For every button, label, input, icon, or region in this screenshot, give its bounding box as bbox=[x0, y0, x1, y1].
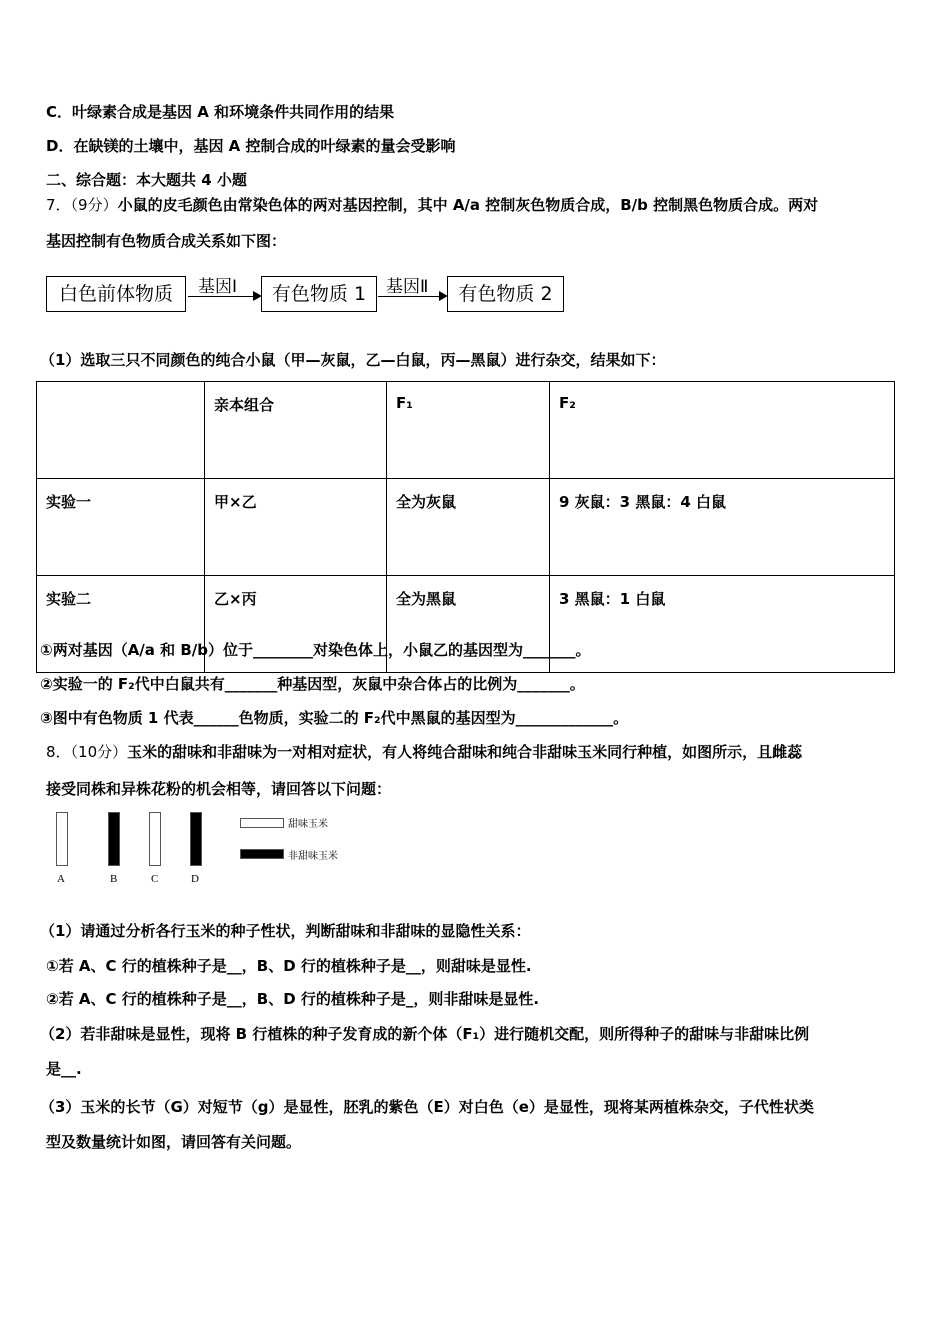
table-cell: 全为黑鼠 bbox=[387, 576, 550, 673]
table-cell: 9 灰鼠：3 黑鼠：4 白鼠 bbox=[550, 479, 895, 576]
table-header-cell bbox=[37, 382, 205, 479]
arrow-icon bbox=[188, 296, 260, 297]
flow-box-colored1: 有色物质 1 bbox=[261, 276, 377, 312]
legend-nonsweet-label: 非甜味玉米 bbox=[288, 851, 338, 862]
legend-nonsweet-swatch bbox=[240, 849, 284, 859]
flow-box-colored2: 有色物质 2 bbox=[447, 276, 564, 312]
row-label: C bbox=[151, 873, 159, 885]
flow-box-white-precursor: 白色前体物质 bbox=[46, 276, 186, 312]
table-cell: 乙×丙 bbox=[205, 576, 387, 673]
row-c-sweet-bar bbox=[149, 812, 161, 866]
section-title: 二、综合题：本大题共 4 小题 bbox=[46, 171, 247, 189]
row-label: D bbox=[191, 873, 199, 885]
q7-question1: ①两对基因（A/a 和 B/b）位于________对染色体上，小鼠乙的基因型为_______。 bbox=[40, 641, 591, 659]
q7-sub1: （1）选取三只不同颜色的纯合小鼠（甲—灰鼠，乙—白鼠，丙—黑鼠）进行杂交，结果如下： bbox=[40, 351, 666, 369]
q8-stem-line2: 接受同株和异株花粉的机会相等，请回答以下问题： bbox=[46, 780, 392, 798]
q8-sub3-line2: 型及数量统计如图，请回答有关问题。 bbox=[46, 1133, 302, 1151]
q7-number: 7．（9分） bbox=[46, 196, 118, 214]
q8-sub1-a: ①若 A、C 行的植株种子是__，B、D 行的植株种子是__，则甜味是显性. bbox=[46, 957, 532, 975]
q8-sub1-b: ②若 A、C 行的植株种子是__，B、D 行的植株种子是_，则非甜味是显性. bbox=[46, 990, 540, 1008]
row-d-nonsweet-bar bbox=[190, 812, 202, 866]
q7-stem-line1 bbox=[46, 195, 818, 215]
table-cell: 实验一 bbox=[37, 479, 205, 576]
q8-sub1: （1）请通过分析各行玉米的种子性状，判断甜味和非甜味的显隐性关系： bbox=[40, 922, 531, 940]
row-b-nonsweet-bar bbox=[108, 812, 120, 866]
legend-sweet-swatch bbox=[240, 818, 284, 828]
table-header-cell: 亲本组合 bbox=[205, 382, 387, 479]
table-cell: 全为灰鼠 bbox=[387, 479, 550, 576]
q8-stem-line1 bbox=[46, 742, 802, 762]
table-cell: 甲×乙 bbox=[205, 479, 387, 576]
q8-stem-text: 玉米的甜味和非甜味为一对相对症状，有人将纯合甜味和纯合非甜味玉米同行种植，如图所示，且雌蕊 bbox=[127, 743, 803, 761]
table-cell: 实验二 bbox=[37, 576, 205, 673]
row-label: B bbox=[110, 873, 118, 885]
row-a-sweet-bar bbox=[56, 812, 68, 866]
table-header-row bbox=[37, 382, 895, 479]
legend-sweet-label: 甜味玉米 bbox=[288, 819, 328, 830]
q8-number: 8．（10分） bbox=[46, 743, 128, 761]
q7-stem-line2: 基因控制有色物质合成关系如下图： bbox=[46, 232, 287, 250]
table-cell: 3 黑鼠：1 白鼠 bbox=[550, 576, 895, 673]
row-label: A bbox=[57, 873, 65, 885]
option-c: C．叶绿素合成是基因 A 和环境条件共同作用的结果 bbox=[46, 103, 395, 121]
flow-arrow1-label: 基因Ⅰ bbox=[198, 277, 238, 297]
q7-results-table bbox=[36, 381, 895, 673]
table-header-cell: F₁ bbox=[387, 382, 550, 479]
q7-question3: ③图中有色物质 1 代表______色物质，实验二的 F₂代中黑鼠的基因型为_____________。 bbox=[40, 709, 629, 727]
q7-stem-text: 小鼠的皮毛颜色由常染色体的两对基因控制，其中 A/a 控制灰色物质合成，B/b 控制黑色物质合成。两对 bbox=[117, 196, 819, 214]
q7-question2: ②实验一的 F₂代中白鼠共有_______种基因型，灰鼠中杂合体占的比例为_______。 bbox=[40, 675, 585, 693]
table-row bbox=[37, 479, 895, 576]
flow-arrow2-label: 基因Ⅱ bbox=[386, 277, 429, 297]
q8-sub2-line1: （2）若非甜味是显性，现将 B 行植株的种子发育成的新个体（F₁）进行随机交配，则所得种子的甜味与非甜味比例 bbox=[40, 1025, 810, 1043]
q8-sub2-line2: 是__. bbox=[46, 1060, 82, 1078]
arrow-icon bbox=[378, 296, 446, 297]
table-header-cell: F₂ bbox=[550, 382, 895, 479]
q8-sub3-line1: （3）玉米的长节（G）对短节（g）是显性，胚乳的紫色（E）对白色（e）是显性，现将某两植株杂交，子代性状类 bbox=[40, 1098, 814, 1116]
option-d: D．在缺镁的土壤中，基因 A 控制合成的叶绿素的量会受影响 bbox=[46, 137, 456, 155]
